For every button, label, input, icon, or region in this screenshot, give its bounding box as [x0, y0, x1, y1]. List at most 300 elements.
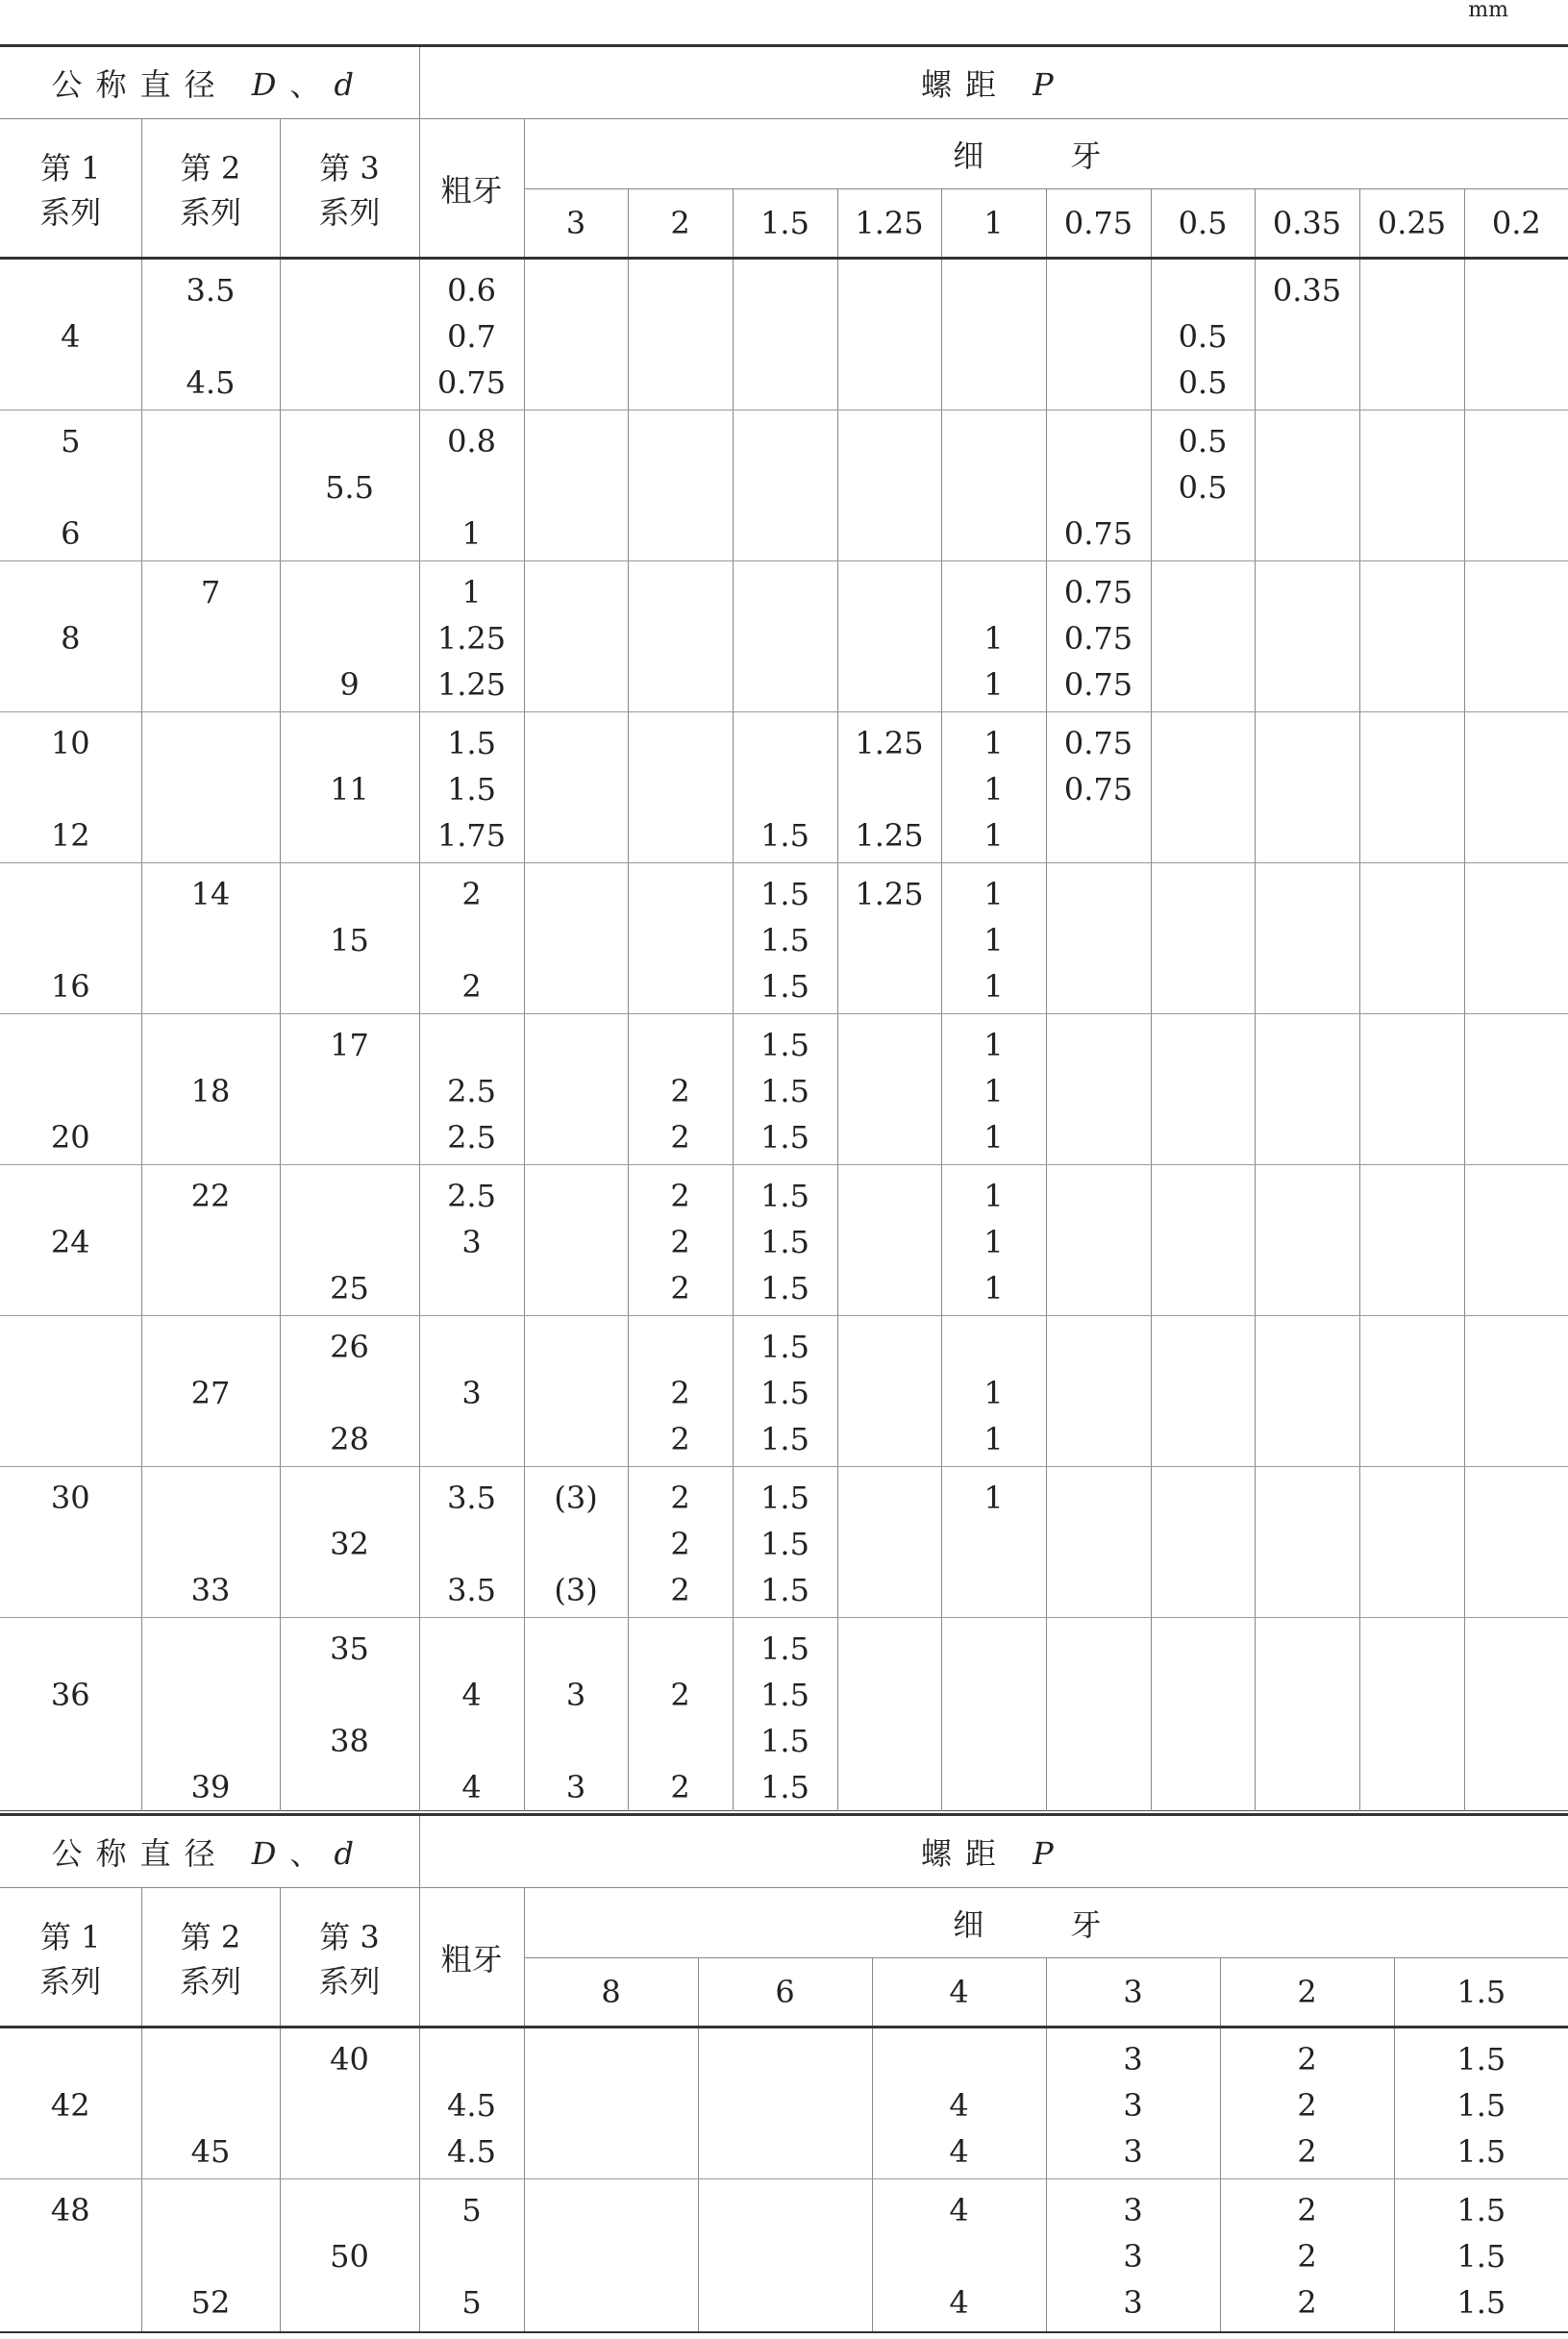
cell-value: 2: [670, 1677, 690, 1713]
cell-value: [281, 1219, 419, 1265]
cell-value: [1047, 1718, 1151, 1764]
cell-value: [1152, 1219, 1255, 1265]
fine-pitch-header: 1: [941, 189, 1046, 259]
fine-pitch-cell: [733, 1165, 837, 1316]
cell-value: 1.5: [760, 1270, 809, 1306]
cell-value: [0, 1567, 141, 1613]
fine-pitch-cell: [1359, 1014, 1464, 1165]
fine-pitch-cell: [1255, 1467, 1359, 1618]
cell-value: 4.5: [186, 364, 236, 401]
cell-value: [838, 1521, 941, 1567]
cell-value: [142, 2187, 280, 2233]
cell-value: 1.5: [760, 1723, 809, 1759]
series1-cell: [0, 863, 141, 1014]
cell-value: [1256, 313, 1359, 360]
cell-value: [838, 1567, 941, 1613]
fine-pitch-cell: [524, 863, 628, 1014]
cell-value: 3: [565, 1769, 586, 1805]
cell-value: [1256, 360, 1359, 406]
thread-pitch-table-2: [0, 1813, 1568, 2333]
fine-pitch-cell: [1046, 2179, 1220, 2333]
nominal-diameter-label: 公称直径 D、d: [51, 66, 367, 103]
fine-pitch-cell: [837, 1618, 941, 1811]
cell-value: [1360, 812, 1464, 858]
fine-pitch-cell: [733, 1014, 837, 1165]
cell-value: [1465, 464, 1568, 510]
cell-value: [0, 360, 141, 406]
cell-value: 50: [330, 2238, 369, 2275]
cell-value: [142, 917, 280, 963]
cell-value: [525, 313, 628, 360]
table-row-group: [0, 1467, 1568, 1618]
cell-value: 17: [330, 1027, 369, 1063]
cell-value: [629, 510, 733, 557]
cell-value: [1465, 1370, 1568, 1416]
fine-pitch-cell: [1464, 259, 1568, 411]
cell-value: [629, 464, 733, 510]
cell-value: 1: [461, 574, 482, 610]
fine-pitch-cell: [1255, 259, 1359, 411]
fine-pitch-header: 3: [524, 189, 628, 259]
series2-cell: [141, 712, 280, 863]
fine-pitch-cell: [524, 1014, 628, 1165]
table-row-group: [0, 2179, 1568, 2333]
cell-value: [1465, 1626, 1568, 1672]
cell-value: [1047, 1114, 1151, 1160]
cell-value: [629, 1324, 733, 1370]
series2-header: [141, 119, 280, 259]
cell-value: [1256, 1068, 1359, 1114]
fine-header: [524, 119, 1568, 189]
fine-pitch-cell: [698, 2028, 872, 2179]
cell-value: [1465, 1475, 1568, 1521]
cell-value: 1.25: [436, 620, 507, 657]
cell-value: [838, 1324, 941, 1370]
fine-pitch-cell: [1359, 712, 1464, 863]
cell-value: [1465, 1265, 1568, 1311]
series1-line1: 第 1: [39, 149, 101, 187]
cell-value: [734, 720, 837, 766]
cell-value: 38: [330, 1723, 369, 1759]
fine-pitch-header: 0.2: [1464, 189, 1568, 259]
cell-value: 4: [949, 2087, 969, 2124]
cell-value: [525, 2128, 698, 2175]
series3-line1: 第 3: [319, 1918, 380, 1955]
cell-value: [1047, 1173, 1151, 1219]
cell-value: 3: [1123, 2284, 1143, 2321]
cell-value: [1256, 766, 1359, 812]
cell-value: [699, 2187, 872, 2233]
cell-value: [629, 812, 733, 858]
cell-value: [420, 1626, 524, 1672]
cell-value: [1047, 313, 1151, 360]
cell-value: 2: [1297, 2192, 1317, 2228]
fine-pitch-cell: [1151, 1467, 1255, 1618]
cell-value: [142, 1114, 280, 1160]
series2-cell: [141, 1618, 280, 1811]
cell-value: [1360, 1718, 1464, 1764]
cell-value: 1.5: [760, 876, 809, 912]
fine-pitch-cell: [837, 1467, 941, 1618]
cell-value: [0, 1416, 141, 1462]
series3-cell: [280, 1618, 419, 1811]
series3-cell: [280, 2179, 419, 2333]
cell-value: [838, 1370, 941, 1416]
cell-value: [281, 1114, 419, 1160]
cell-value: 1: [461, 515, 482, 552]
cell-value: 5: [61, 423, 81, 460]
cell-value: [1047, 1567, 1151, 1613]
cell-value: [281, 569, 419, 615]
fine-pitch-cell: [1255, 1618, 1359, 1811]
fine-pitch-cell: [628, 1165, 733, 1316]
cell-value: [873, 2233, 1046, 2279]
fine-pitch-cell: [837, 259, 941, 411]
nominal-diameter-header: [0, 1815, 419, 1888]
cell-value: 1.5: [760, 1526, 809, 1562]
cell-value: 1: [983, 1073, 1004, 1109]
fine-pitch-cell: [1046, 1316, 1151, 1467]
cell-value: [281, 2128, 419, 2175]
cell-value: [525, 1416, 628, 1462]
fine-pitch-cell: [941, 863, 1046, 1014]
cell-value: [1152, 1718, 1255, 1764]
coarse-header: 粗牙: [419, 119, 524, 259]
cell-value: 2: [670, 1375, 690, 1411]
fine-pitch-cell: [1220, 2179, 1394, 2333]
cell-value: [1360, 1370, 1464, 1416]
series1-cell: [0, 259, 141, 411]
cell-value: 1.25: [855, 725, 924, 761]
series1-header: [0, 1888, 141, 2028]
cell-value: [942, 1718, 1046, 1764]
cell-value: 1: [983, 922, 1004, 958]
cell-value: [1465, 313, 1568, 360]
cell-value: [1047, 1672, 1151, 1718]
cell-value: 1.5: [760, 1421, 809, 1457]
cell-value: [942, 1626, 1046, 1672]
table-row-group: [0, 1165, 1568, 1316]
cell-value: [942, 1672, 1046, 1718]
cell-value: [1256, 871, 1359, 917]
cell-value: [0, 2233, 141, 2279]
cell-value: 36: [50, 1677, 90, 1713]
fine-pitch-cell: [1464, 411, 1568, 561]
fine-pitch-cell: [1151, 1316, 1255, 1467]
cell-value: 26: [330, 1329, 369, 1365]
series1-cell: [0, 712, 141, 863]
cell-value: 2: [670, 1421, 690, 1457]
cell-value: [281, 510, 419, 557]
cell-value: [525, 267, 628, 313]
fine-pitch-cell: [1464, 1618, 1568, 1811]
cell-value: [281, 313, 419, 360]
cell-value: [525, 1114, 628, 1160]
fine-pitch-cell: [1464, 712, 1568, 863]
cell-value: 1: [983, 968, 1004, 1005]
cell-value: [0, 2036, 141, 2082]
cell-value: [1256, 615, 1359, 661]
cell-value: [142, 1521, 280, 1567]
cell-value: 2: [670, 1769, 690, 1805]
pitch-header: [419, 46, 1568, 119]
cell-value: [942, 313, 1046, 360]
cell-value: [142, 313, 280, 360]
cell-value: [0, 1068, 141, 1114]
cell-value: [281, 1672, 419, 1718]
cell-value: [1465, 1416, 1568, 1462]
cell-value: [1360, 1567, 1464, 1613]
fine-pitch-header: 8: [524, 1958, 698, 2028]
series3-cell: [280, 1316, 419, 1467]
cell-value: [0, 1626, 141, 1672]
fine-pitch-cell: [1255, 561, 1359, 712]
series2-header: [141, 1888, 280, 2028]
cell-value: [1256, 720, 1359, 766]
fine-pitch-cell: [837, 1165, 941, 1316]
cell-value: 0.75: [1063, 725, 1133, 761]
cell-value: [1256, 1022, 1359, 1068]
fine-pitch-cell: [1046, 259, 1151, 411]
cell-value: 1.5: [1456, 2192, 1506, 2228]
cell-value: 1: [983, 1224, 1004, 1260]
cell-value: [1256, 963, 1359, 1009]
cell-value: [0, 917, 141, 963]
cell-value: [281, 1370, 419, 1416]
cell-value: 1.5: [760, 1119, 809, 1156]
cell-value: [525, 464, 628, 510]
fine-pitch-cell: [628, 411, 733, 561]
cell-value: [525, 360, 628, 406]
series2-line2: 系列: [179, 193, 241, 231]
cell-value: 2: [670, 1572, 690, 1608]
cell-value: 11: [330, 771, 369, 808]
cell-value: [1360, 917, 1464, 963]
cell-value: [525, 812, 628, 858]
fine-pitch-cell: [1046, 561, 1151, 712]
cell-value: [838, 313, 941, 360]
series2-cell: [141, 1316, 280, 1467]
cell-value: 1: [983, 817, 1004, 854]
cell-value: [420, 2233, 524, 2279]
cell-value: [1152, 1068, 1255, 1114]
series2-cell: [141, 1014, 280, 1165]
cell-value: 0.35: [1272, 272, 1342, 309]
cell-value: [699, 2279, 872, 2326]
cell-value: [1047, 464, 1151, 510]
cell-value: 1.25: [855, 876, 924, 912]
cell-value: [1256, 1718, 1359, 1764]
cell-value: [0, 661, 141, 708]
cell-value: [281, 1475, 419, 1521]
cell-value: [1152, 720, 1255, 766]
cell-value: 1.5: [1456, 2238, 1506, 2275]
cell-value: [142, 2036, 280, 2082]
cell-value: 1: [983, 725, 1004, 761]
cell-value: 24: [50, 1224, 90, 1260]
fine-pitch-cell: [1359, 259, 1464, 411]
cell-value: 2: [461, 876, 482, 912]
cell-value: [525, 1718, 628, 1764]
cell-value: 1.5: [1456, 2133, 1506, 2170]
table-row-group: [0, 712, 1568, 863]
cell-value: [838, 464, 941, 510]
fine-pitch-cell: [733, 1618, 837, 1811]
cell-value: [942, 418, 1046, 464]
fine-pitch-cell: [1151, 863, 1255, 1014]
cell-value: (3): [554, 1480, 598, 1516]
cell-value: [1465, 510, 1568, 557]
cell-value: [1152, 766, 1255, 812]
cell-value: [0, 1173, 141, 1219]
cell-value: [1360, 1626, 1464, 1672]
coarse-pitch-cell: [419, 561, 524, 712]
cell-value: [1047, 963, 1151, 1009]
cell-value: [1465, 267, 1568, 313]
cell-value: [629, 418, 733, 464]
cell-value: 1.5: [760, 817, 809, 854]
cell-value: [525, 871, 628, 917]
cell-value: [734, 569, 837, 615]
series1-line1: 第 1: [39, 1918, 101, 1955]
cell-value: 4: [949, 2133, 969, 2170]
fine-pitch-cell: [733, 411, 837, 561]
cell-value: [420, 1324, 524, 1370]
cell-value: [629, 313, 733, 360]
cell-value: 0.75: [436, 364, 507, 401]
fine-pitch-cell: [837, 863, 941, 1014]
cell-value: 0.5: [1178, 423, 1228, 460]
cell-value: [142, 812, 280, 858]
cell-value: 0.5: [1178, 364, 1228, 401]
cell-value: [142, 2082, 280, 2128]
cell-value: [1360, 1475, 1464, 1521]
cell-value: [142, 1219, 280, 1265]
cell-value: 2: [670, 1224, 690, 1260]
fine-pitch-cell: [628, 863, 733, 1014]
cell-value: [629, 963, 733, 1009]
cell-value: 7: [200, 574, 221, 610]
cell-value: 1.5: [447, 725, 496, 761]
series3-cell: [280, 1165, 419, 1316]
cell-value: 2: [670, 1119, 690, 1156]
fine-pitch-cell: [524, 561, 628, 712]
cell-value: [1256, 1567, 1359, 1613]
cell-value: [838, 661, 941, 708]
cell-value: 1: [983, 620, 1004, 657]
cell-value: [0, 1718, 141, 1764]
cell-value: [1360, 766, 1464, 812]
cell-value: [838, 569, 941, 615]
cell-value: [699, 2036, 872, 2082]
cell-value: [0, 1521, 141, 1567]
cell-value: 40: [330, 2041, 369, 2078]
cell-value: 1.5: [760, 1375, 809, 1411]
cell-value: [1256, 418, 1359, 464]
cell-value: [142, 661, 280, 708]
fine-pitch-cell: [837, 712, 941, 863]
pitch-header: [419, 1815, 1568, 1888]
cell-value: [525, 2187, 698, 2233]
cell-value: (3): [554, 1572, 598, 1608]
coarse-pitch-cell: [419, 1316, 524, 1467]
cell-value: [142, 1324, 280, 1370]
series1-cell: [0, 411, 141, 561]
cell-value: [1256, 510, 1359, 557]
cell-value: 4.5: [447, 2133, 496, 2170]
cell-value: [525, 1265, 628, 1311]
cell-value: [1047, 360, 1151, 406]
fine-pitch-cell: [733, 863, 837, 1014]
cell-value: 16: [50, 968, 90, 1005]
cell-value: [1047, 1626, 1151, 1672]
cell-value: [525, 766, 628, 812]
cell-value: 5.5: [325, 469, 374, 506]
fine-pitch-cell: [837, 1316, 941, 1467]
series2-cell: [141, 2179, 280, 2333]
cell-value: [1256, 1219, 1359, 1265]
fine-pitch-cell: [1255, 1165, 1359, 1316]
fine-pitch-cell: [941, 411, 1046, 561]
cell-value: [281, 1068, 419, 1114]
cell-value: [1360, 1173, 1464, 1219]
fine-pitch-cell: [1151, 1014, 1255, 1165]
cell-value: [1360, 1022, 1464, 1068]
fine-pitch-cell: [1359, 1316, 1464, 1467]
cell-value: 52: [190, 2284, 231, 2321]
fine-pitch-cell: [628, 712, 733, 863]
cell-value: [838, 917, 941, 963]
cell-value: 6: [61, 515, 81, 552]
cell-value: [1465, 1068, 1568, 1114]
coarse-header: 粗牙: [419, 1888, 524, 2028]
fine-pitch-cell: [524, 411, 628, 561]
cell-value: [281, 2082, 419, 2128]
cell-value: 1.5: [760, 1677, 809, 1713]
cell-value: 2: [670, 1270, 690, 1306]
cell-value: 5: [461, 2192, 482, 2228]
cell-value: [942, 464, 1046, 510]
cell-value: [838, 267, 941, 313]
cell-value: 0.5: [1178, 318, 1228, 355]
fine-pitch-header: 2: [628, 189, 733, 259]
coarse-pitch-cell: [419, 411, 524, 561]
cell-value: [525, 2279, 698, 2326]
fine-pitch-cell: [1151, 411, 1255, 561]
cell-value: [1047, 1370, 1151, 1416]
cell-value: [0, 1764, 141, 1810]
cell-value: [525, 917, 628, 963]
series3-line1: 第 3: [319, 149, 380, 187]
cell-value: [1152, 1672, 1255, 1718]
cell-value: [1360, 1265, 1464, 1311]
cell-value: [420, 1718, 524, 1764]
cell-value: [838, 1114, 941, 1160]
cell-value: [1256, 661, 1359, 708]
series2-cell: [141, 259, 280, 411]
cell-value: 12: [50, 817, 90, 854]
fine-pitch-cell: [1151, 1618, 1255, 1811]
cell-value: [142, 766, 280, 812]
fine-pitch-cell: [733, 1467, 837, 1618]
cell-value: 3: [461, 1375, 482, 1411]
series3-header: [280, 119, 419, 259]
cell-value: [0, 2128, 141, 2175]
cell-value: [942, 267, 1046, 313]
cell-value: [1256, 1114, 1359, 1160]
fine-pitch-header: 4: [872, 1958, 1046, 2028]
series1-cell: [0, 1014, 141, 1165]
